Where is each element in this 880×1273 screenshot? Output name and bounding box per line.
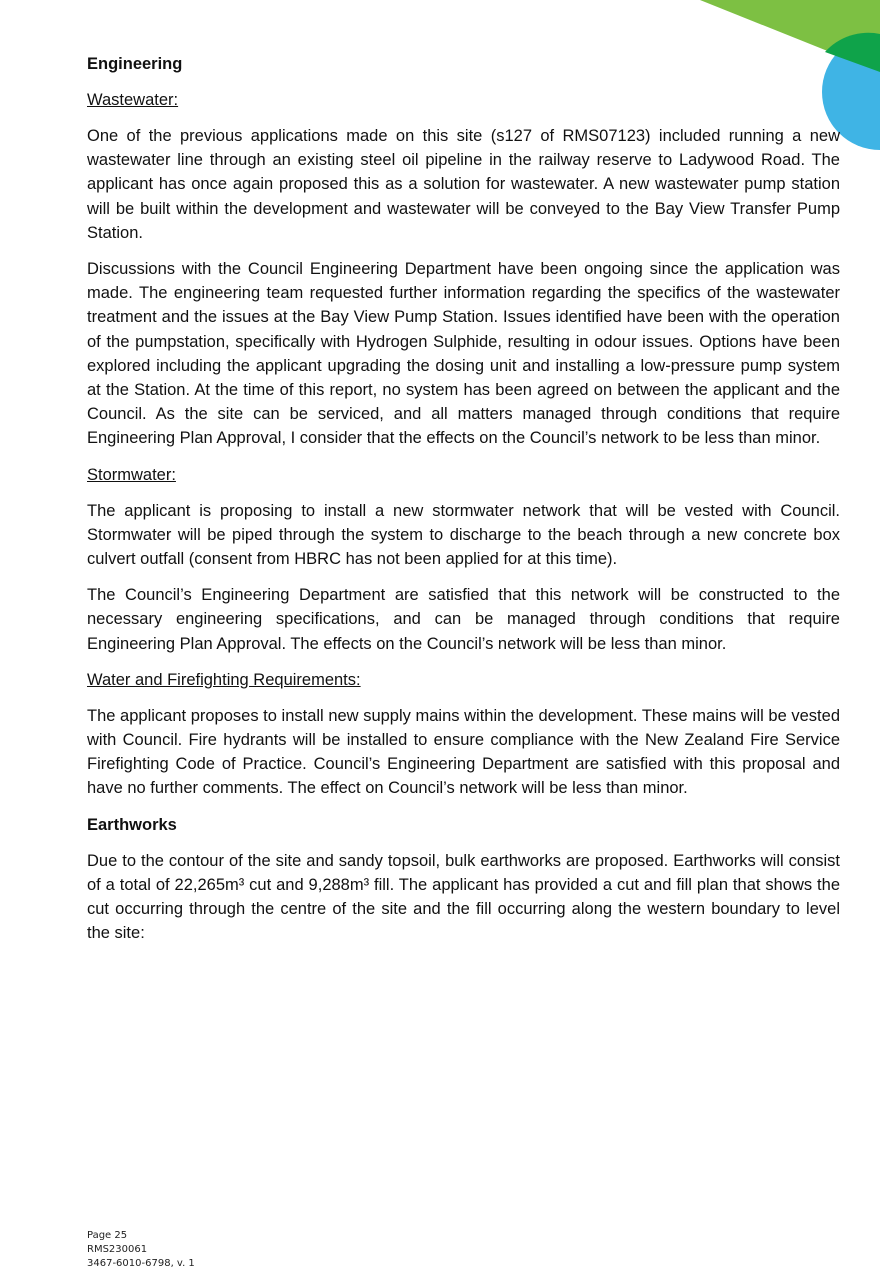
earthworks-heading: Earthworks [87,815,177,834]
footer-reference: RMS230061 [87,1244,148,1255]
stormwater-paragraph-2: The Council’s Engineering Department are satisfied that this network will be constructed to the necessary engineering specifications, and can be managed through conditions that require Engineering Plan Approval. The effects on the Council’s network will be less than minor. [87,586,840,653]
document-body [87,52,840,957]
water-firefighting-subheading: Water and Firefighting Requirements: [87,670,361,689]
wastewater-paragraph-2: Discussions with the Council Engineering Department have been ongoing since the application was made. The engineering team requested further information regarding the specifics of the wastewater treatment and the issues at the Bay View Pump Station. Issues identified have been with the operation of the pumpstation, specifically with Hydrogen Sulphide, resulting in odour issues. Options have been explored including the applicant upgrading the dosing unit and installing a low-pressure pump system at the Station. At the time of this report, no system has been agreed on between the applicant and the Council. As the site can be serviced, and all matters managed through conditions that require Engineering Plan Approval, I consider that the effects on the Council’s network to be less than minor. [87,260,840,448]
stormwater-subheading: Stormwater: [87,465,176,484]
footer-page-number: Page 25 [87,1230,128,1241]
wastewater-paragraph-1: One of the previous applications made on this site (s127 of RMS07123) included running a new wastewater line through an existing steel oil pipeline in the railway reserve to Ladywood Road. The applicant has once again proposed this as a solution for wastewater. A new wastewater pump station will be built within the development and wastewater will be conveyed to the Bay View Transfer Pump Station. [87,127,840,242]
earthworks-paragraph: Due to the contour of the site and sandy topsoil, bulk earthworks are proposed. Earthworks will consist of a total of 22,265m³ cut and 9,288m³ fill. The applicant has provided a cut and fill plan that shows the cut occurring through the centre of the site and the fill occurring along the western boundary to level the site: [87,851,840,943]
page-footer [87,1229,195,1271]
footer-document-id: 3467-6010-6798, v. 1 [87,1258,195,1269]
wastewater-subheading: Wastewater: [87,91,179,109]
stormwater-paragraph-1: The applicant is proposing to install a new stormwater network that will be vested with Council. Stormwater will be piped through the system to discharge to the beach through a new concrete box culvert outfall (consent from HBRC has not been applied for at this time). [87,501,840,569]
engineering-heading: Engineering [87,55,183,73]
water-firefighting-paragraph: The applicant proposes to install new supply mains within the development. These mains will be vested with Council. Fire hydrants will be installed to ensure compliance with the New Zealand Fire Service Firefighting Code of Practice. Council’s Engineering Department are satisfied with this proposal and have no further comments. The effect on Council’s network will be less than minor. [87,706,840,798]
